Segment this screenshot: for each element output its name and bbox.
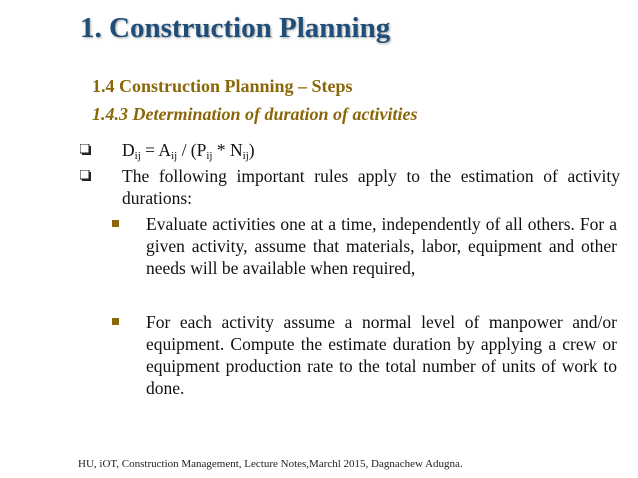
square-bullet-icon [112, 220, 119, 227]
rules-bullet-text: The following important rules apply to the estimation of activity durations: [122, 166, 620, 208]
sub-bullet-normal-level [112, 311, 617, 401]
section-heading: 1.4 Construction Planning – Steps [92, 76, 353, 96]
sub-bullet-evaluate [112, 213, 617, 303]
slide-title: 1. Construction Planning [80, 12, 391, 44]
subsection-heading: 1.4.3 Determination of duration of activities [92, 104, 418, 124]
square-bullet-icon [112, 318, 119, 325]
sub-bullet-text: For each activity assume a normal level of manpower and/or equipment. Compute the estimate duration by applying a crew or equipment production rate to the total number of units of work to done. [146, 312, 617, 398]
checkbox-shadow-icon [80, 144, 91, 155]
rules-bullet [80, 165, 620, 211]
sub-bullet-text: Evaluate activities one at a time, independently of all others. For a given activity, assume that materials, labor, equipment and other needs will be available when required, [146, 214, 617, 278]
duration-formula: $D_{ij} = A_{ij} / (P_{ij} * N_{ij})$ [122, 140, 255, 162]
formula-bullet [80, 139, 620, 163]
checkbox-shadow-icon [80, 170, 91, 181]
footer-citation: HU, iOT, Construction Management, Lecture Notes,Marchl 2015, Dagnachew Adugna. [78, 458, 463, 470]
